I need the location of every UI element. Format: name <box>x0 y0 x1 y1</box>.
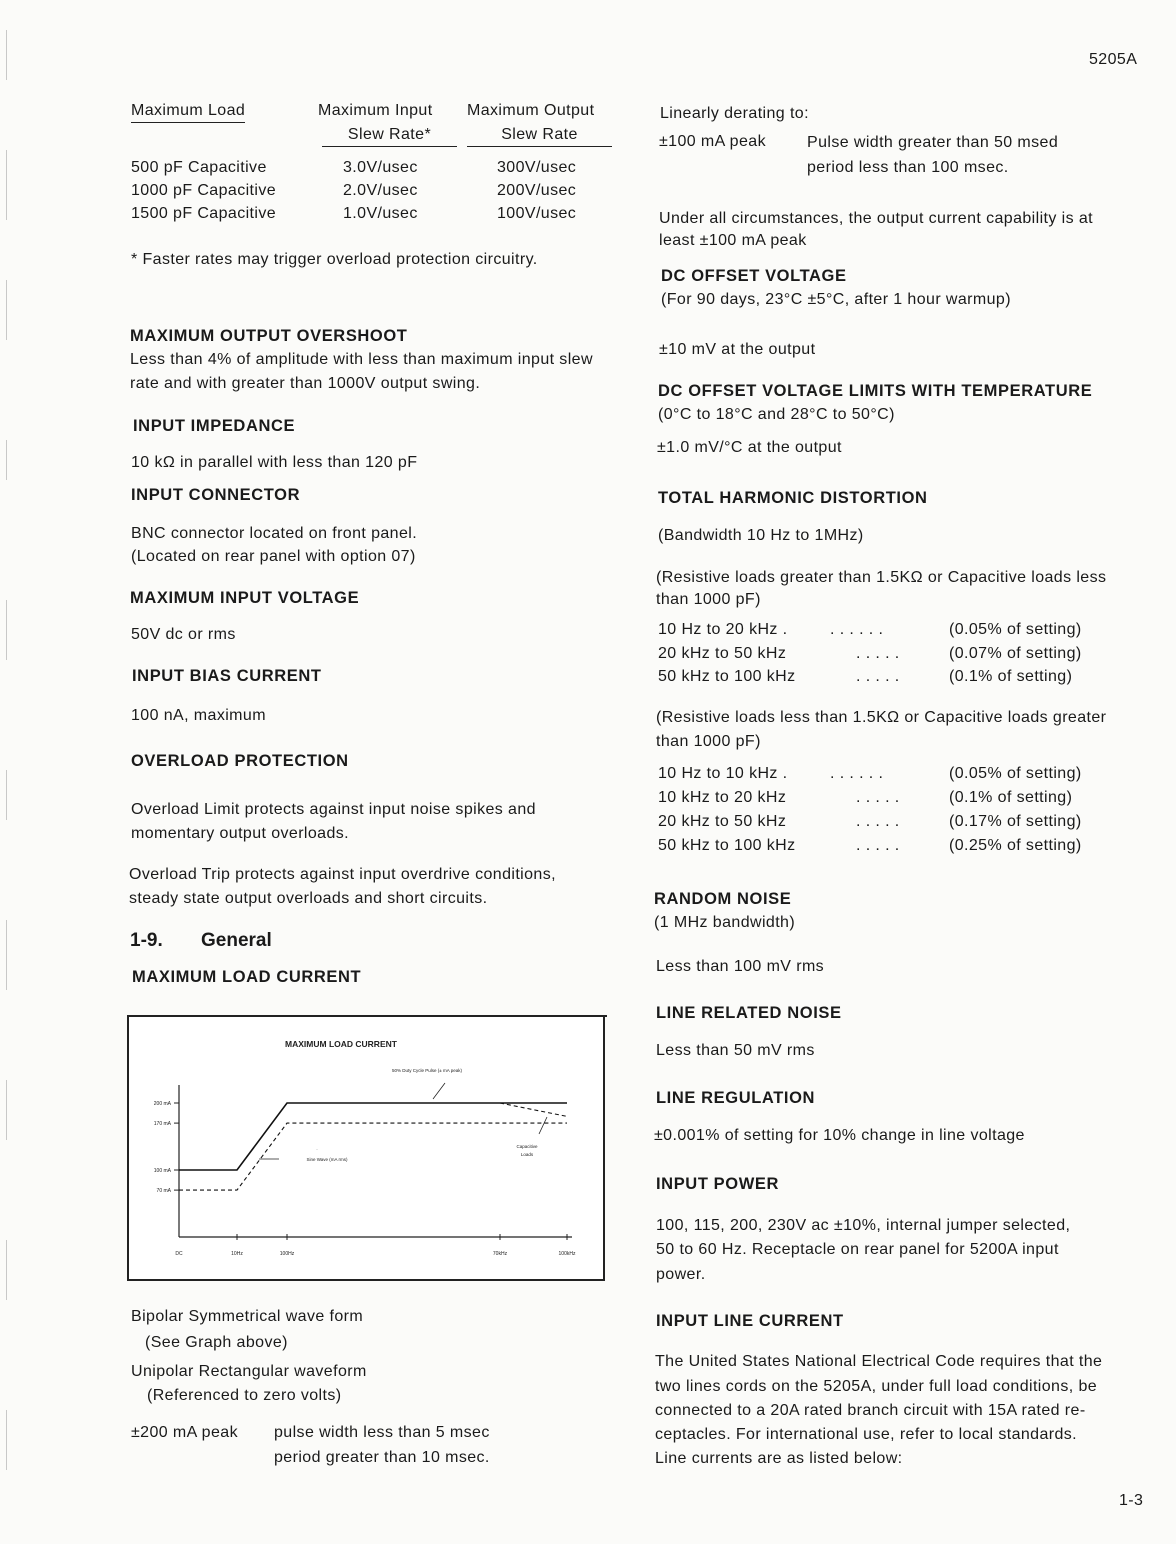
x-tick-label: DC <box>175 1251 183 1257</box>
derating-intro: Linearly derating to: <box>660 105 809 122</box>
annotation-pulse: 50% Duty Cycle Pulse (± mA peak) <box>392 1068 462 1073</box>
line-current-text: The United States National Electrical Code requires that the <box>655 1353 1103 1370</box>
impedance-text: 10 kΩ in parallel with less than 120 pF <box>131 454 418 471</box>
table-cell-load: 1000 pF Capacitive <box>131 182 277 199</box>
overload-text: Overload Limit protects against input noise spikes and <box>131 801 536 818</box>
dc-temp-cond: (0°C to 18°C and 28°C to 50°C) <box>658 406 895 423</box>
dc-temp-heading: DC OFFSET VOLTAGE LIMITS WITH TEMPERATURE <box>658 382 1093 400</box>
y-tick-label: 200 mA <box>153 1101 171 1107</box>
circumstances-text: least ±100 mA peak <box>659 232 807 249</box>
thd-dots: . . . . . <box>856 668 900 685</box>
load-current-chart <box>127 1015 607 1283</box>
derating-desc: period less than 100 msec. <box>807 159 1009 176</box>
thd-dots: . . . . . <box>856 645 900 662</box>
peak-desc: pulse width less than 5 msec <box>274 1424 490 1441</box>
model-number: 5205A <box>1089 51 1138 68</box>
overshoot-text: rate and with greater than 1000V output swing. <box>130 375 481 392</box>
col-header-output-2: Slew Rate <box>467 125 612 147</box>
thd-range: 10 kHz to 20 kHz <box>658 789 787 806</box>
overload-text: momentary output overloads. <box>131 825 350 842</box>
binder-mark <box>6 150 7 220</box>
y-tick-label: 170 mA <box>153 1121 171 1128</box>
bias-text: 100 nA, maximum <box>131 707 266 724</box>
thd-dots: . . . . . . <box>830 765 884 782</box>
x-tick-label: 10Hz <box>231 1251 243 1257</box>
annotation-capacitive: Capacitive <box>516 1144 538 1149</box>
x-tick-label: 100Hz <box>279 1251 295 1257</box>
line-current-text: two lines cords on the 5205A, under full load conditions, be <box>655 1378 1098 1395</box>
line-reg-heading: LINE REGULATION <box>656 1089 816 1107</box>
binder-mark <box>6 770 7 820</box>
table-cell-output: 300V/usec <box>497 159 577 176</box>
max-voltage-heading: MAXIMUM INPUT VOLTAGE <box>130 589 360 607</box>
impedance-heading: INPUT IMPEDANCE <box>133 417 296 435</box>
line-reg-value: ±0.001% of setting for 10% change in line voltage <box>654 1127 1025 1144</box>
peak-label: ±200 mA peak <box>131 1424 238 1441</box>
col-header-load: Maximum Load <box>131 101 245 123</box>
table-cell-output: 200V/usec <box>497 182 577 199</box>
input-power-heading: INPUT POWER <box>656 1175 780 1193</box>
binder-mark <box>6 1080 7 1140</box>
line-noise-heading: LINE RELATED NOISE <box>656 1004 842 1022</box>
waveform-text: (See Graph above) <box>145 1334 288 1351</box>
connector-heading: INPUT CONNECTOR <box>131 486 301 504</box>
overload-text: steady state output overloads and short circuits. <box>129 890 488 907</box>
table-cell-load: 500 pF Capacitive <box>131 159 267 176</box>
x-tick-label: 70kHz <box>492 1251 508 1257</box>
derating-desc: Pulse width greater than 50 msed <box>807 134 1059 151</box>
table-cell-input: 3.0V/usec <box>343 159 418 176</box>
overload-text: Overload Trip protects against input overdrive conditions, <box>129 866 556 883</box>
thd-range: 50 kHz to 100 kHz <box>658 668 796 685</box>
binder-mark <box>6 280 7 340</box>
section-title: General <box>201 930 272 951</box>
line-current-text: connected to a 20A rated branch circuit with 15A rated re- <box>655 1402 1086 1419</box>
col-header-output-1: Maximum Output <box>467 102 595 119</box>
binder-mark <box>6 600 7 660</box>
binder-mark <box>6 920 7 990</box>
thd-range: 10 Hz to 20 kHz . <box>658 621 788 638</box>
thd-range: 50 kHz to 100 kHz <box>658 837 796 854</box>
thd-range: 20 kHz to 50 kHz <box>658 813 787 830</box>
connector-text: BNC connector located on front panel. <box>131 525 418 542</box>
col-header-input-2: Slew Rate* <box>322 125 457 147</box>
thd-value: (0.05% of setting) <box>949 621 1082 638</box>
x-tick-label: 100kHz <box>558 1251 576 1257</box>
thd-value: (0.17% of setting) <box>949 813 1082 830</box>
dc-offset-heading: DC OFFSET VOLTAGE <box>661 267 847 285</box>
y-tick-label: 70 mA <box>156 1188 171 1195</box>
thd-heading: TOTAL HARMONIC DISTORTION <box>658 489 928 507</box>
overshoot-heading: MAXIMUM OUTPUT OVERSHOOT <box>130 327 408 345</box>
overload-heading: OVERLOAD PROTECTION <box>131 752 349 770</box>
thd-value: (0.25% of setting) <box>949 837 1082 854</box>
col-header-input-1: Maximum Input <box>318 102 433 119</box>
thd-bandwidth: (Bandwidth 10 Hz to 1MHz) <box>658 527 864 544</box>
input-power-text: power. <box>656 1266 706 1283</box>
random-noise-heading: RANDOM NOISE <box>654 890 792 908</box>
derating-peak: ±100 mA peak <box>659 133 766 150</box>
load-current-chart-svg <box>127 1015 607 1283</box>
thd-value: (0.1% of setting) <box>949 668 1073 685</box>
line-current-text: ceptacles. For international use, refer to local standards. <box>655 1426 1078 1443</box>
peak-desc: period greater than 10 msec. <box>274 1449 490 1466</box>
table-cell-output: 100V/usec <box>497 205 577 222</box>
thd-value: (0.1% of setting) <box>949 789 1073 806</box>
thd-condition: (Resistive loads greater than 1.5KΩ or Capacitive loads less <box>656 569 1107 586</box>
thd-condition: (Resistive loads less than 1.5KΩ or Capacitive loads greater <box>656 709 1107 726</box>
line-noise-value: Less than 50 mV rms <box>656 1042 815 1059</box>
overshoot-text: Less than 4% of amplitude with less than maximum input slew <box>130 351 593 368</box>
annotation-loads: Loads <box>520 1152 534 1157</box>
thd-value: (0.05% of setting) <box>949 765 1082 782</box>
dc-temp-value: ±1.0 mV/°C at the output <box>657 439 842 456</box>
input-power-text: 50 to 60 Hz. Receptacle on rear panel for 5200A input <box>656 1241 1059 1258</box>
line-current-text: Line currents are as listed below: <box>655 1450 903 1467</box>
waveform-text: Bipolar Symmetrical wave form <box>131 1308 364 1325</box>
section-number: 1-9. <box>130 930 163 951</box>
dc-offset-cond: (For 90 days, 23°C ±5°C, after 1 hour warmup) <box>661 291 1011 308</box>
chart-title: MAXIMUM LOAD CURRENT <box>285 1039 397 1049</box>
thd-condition: than 1000 pF) <box>656 591 761 608</box>
connector-text: (Located on rear panel with option 07) <box>131 548 416 565</box>
dc-offset-value: ±10 mV at the output <box>659 341 816 358</box>
load-current-heading: MAXIMUM LOAD CURRENT <box>132 968 362 986</box>
binder-mark <box>6 440 7 480</box>
table-cell-load: 1500 pF Capacitive <box>131 205 277 222</box>
page-number: 1-3 <box>1119 1492 1144 1509</box>
annotation-sine: Sine Wave (mA rms) <box>306 1157 348 1162</box>
waveform-text: Unipolar Rectangular waveform <box>131 1363 367 1380</box>
circumstances-text: Under all circumstances, the output current capability is at <box>659 210 1093 227</box>
thd-range: 10 Hz to 10 kHz . <box>658 765 788 782</box>
annotation-dot: . <box>316 1146 318 1151</box>
binder-mark <box>6 30 7 80</box>
random-noise-cond: (1 MHz bandwidth) <box>654 914 796 931</box>
thd-condition: than 1000 pF) <box>656 733 761 750</box>
thd-dots: . . . . . <box>856 813 900 830</box>
waveform-text: (Referenced to zero volts) <box>147 1387 342 1404</box>
table-cell-input: 1.0V/usec <box>343 205 418 222</box>
random-noise-value: Less than 100 mV rms <box>656 958 825 975</box>
table-footnote: * Faster rates may trigger overload protection circuitry. <box>131 251 538 268</box>
thd-value: (0.07% of setting) <box>949 645 1082 662</box>
thd-dots: . . . . . <box>856 789 900 806</box>
thd-dots: . . . . . <box>856 837 900 854</box>
binder-mark <box>6 1410 7 1470</box>
table-cell-input: 2.0V/usec <box>343 182 418 199</box>
input-power-text: 100, 115, 200, 230V ac ±10%, internal jumper selected, <box>656 1217 1071 1234</box>
max-voltage-text: 50V dc or rms <box>131 626 236 643</box>
thd-range: 20 kHz to 50 kHz <box>658 645 787 662</box>
bias-heading: INPUT BIAS CURRENT <box>132 667 322 685</box>
line-current-heading: INPUT LINE CURRENT <box>656 1312 844 1330</box>
y-tick-label: 100 mA <box>153 1168 171 1174</box>
thd-dots: . . . . . . <box>830 621 884 638</box>
binder-mark <box>6 1240 7 1300</box>
